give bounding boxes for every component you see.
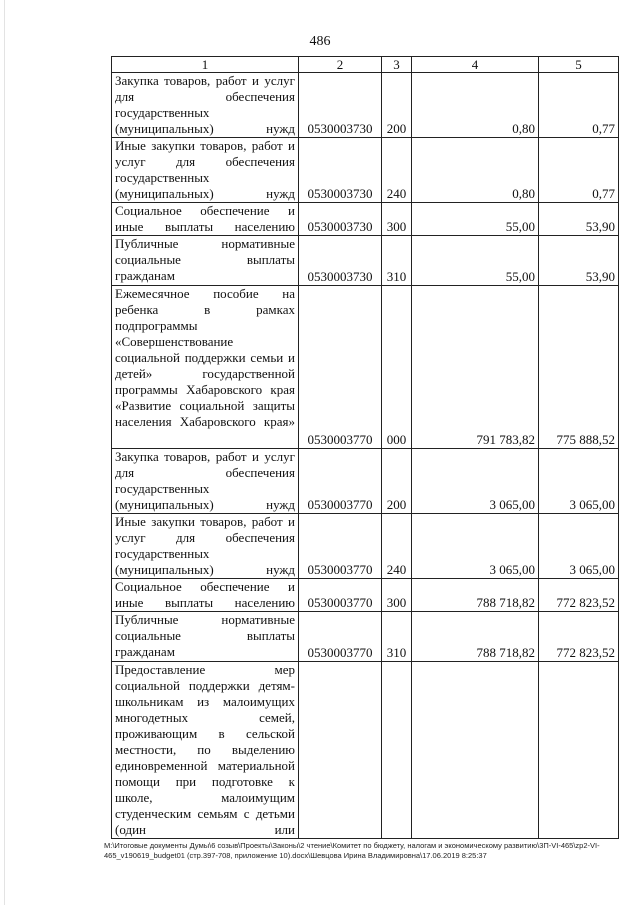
- row-value5: 53,90: [539, 203, 619, 236]
- row-type: 310: [382, 236, 412, 286]
- page-number: 486: [309, 34, 331, 49]
- row-value5: 0,77: [539, 73, 619, 138]
- row-description: Закупка товаров, работ и услуг для обеспечения государственных (муниципальных) нужд: [112, 73, 299, 138]
- row-value4: 3 065,00: [412, 514, 539, 579]
- row-code: 0530003730: [299, 203, 382, 236]
- row-description: Иные закупки товаров, работ и услуг для обеспечения государственных (муниципальных) нужд: [112, 514, 299, 579]
- row-value4: 788 718,82: [412, 612, 539, 662]
- row-value4: 791 783,82: [412, 286, 539, 449]
- row-value4: 0,80: [412, 138, 539, 203]
- row-value5: 53,90: [539, 236, 619, 286]
- row-value4: [412, 662, 539, 839]
- row-value5: [539, 662, 619, 839]
- row-description: Ежемесячное пособие на ребенка в рамках подпрограммы «Совершенствование социальной поддержки семьи и детей» государственной программы Хабаровского края «Развитие социальной защиты населения Хабаровского края»: [112, 286, 299, 449]
- column-header-1: 1: [112, 57, 299, 73]
- row-code: 0530003770: [299, 449, 382, 514]
- row-type: 310: [382, 612, 412, 662]
- row-description: Социальное обеспечение и иные выплаты населению: [112, 203, 299, 236]
- row-description: Закупка товаров, работ и услуг для обеспечения государственных (муниципальных) нужд: [112, 449, 299, 514]
- column-header-3: 3: [382, 57, 412, 73]
- row-type: 200: [382, 73, 412, 138]
- row-description: Публичные нормативные социальные выплаты гражданам: [112, 236, 299, 286]
- row-code: 0530003770: [299, 579, 382, 612]
- table-row: [112, 203, 619, 236]
- row-type: 240: [382, 138, 412, 203]
- row-code: 0530003730: [299, 236, 382, 286]
- row-type: [382, 662, 412, 839]
- table-header-row: [112, 57, 619, 73]
- row-value5: 775 888,52: [539, 286, 619, 449]
- table-row: [112, 73, 619, 138]
- row-description: Публичные нормативные социальные выплаты гражданам: [112, 612, 299, 662]
- table-row: [112, 449, 619, 514]
- row-value4: 55,00: [412, 236, 539, 286]
- table-row: [112, 138, 619, 203]
- row-code: 0530003770: [299, 612, 382, 662]
- budget-table: [111, 56, 619, 839]
- row-code: 0530003730: [299, 73, 382, 138]
- column-header-2: 2: [299, 57, 382, 73]
- table-row: [112, 579, 619, 612]
- row-description: Иные закупки товаров, работ и услуг для обеспечения государственных (муниципальных) нужд: [112, 138, 299, 203]
- row-code: 0530003770: [299, 286, 382, 449]
- row-value5: 772 823,52: [539, 612, 619, 662]
- row-description: Предоставление мер социальной поддержки детям-школьникам из малоимущих многодетных семей, проживающим в сельской местности, по выделению единовременной материальной помощи при подготовке к школе, малоимущим студенческим семьям с детьми (один или: [112, 662, 299, 839]
- table-row: [112, 236, 619, 286]
- row-type: 240: [382, 514, 412, 579]
- row-type: 300: [382, 579, 412, 612]
- row-value4: 788 718,82: [412, 579, 539, 612]
- row-type: 200: [382, 449, 412, 514]
- scan-edge-line: [4, 0, 5, 905]
- row-value4: 0,80: [412, 73, 539, 138]
- column-header-5: 5: [539, 57, 619, 73]
- row-code: [299, 662, 382, 839]
- row-value5: 3 065,00: [539, 514, 619, 579]
- table-row: [112, 662, 619, 839]
- row-type: 000: [382, 286, 412, 449]
- document-path-footer: M:\Итоговые документы Думы\6 созыв\Проекты\Законы\2 чтение\Комитет по бюджету, налогам и экономическому развитию\3П-VI-465\zp2-VI-465_v190619_budget01 (стр.397-708, приложение 10).docx\Шевцова Ирина Владимировна\17.06.2019 8:25:37: [104, 841, 600, 860]
- row-value4: 55,00: [412, 203, 539, 236]
- row-value5: 772 823,52: [539, 579, 619, 612]
- table-row: [112, 612, 619, 662]
- row-description: Социальное обеспечение и иные выплаты населению: [112, 579, 299, 612]
- row-value5: 3 065,00: [539, 449, 619, 514]
- column-header-4: 4: [412, 57, 539, 73]
- row-code: 0530003770: [299, 514, 382, 579]
- row-code: 0530003730: [299, 138, 382, 203]
- row-value4: 3 065,00: [412, 449, 539, 514]
- row-value5: 0,77: [539, 138, 619, 203]
- row-type: 300: [382, 203, 412, 236]
- table-row: [112, 514, 619, 579]
- table-row: [112, 286, 619, 449]
